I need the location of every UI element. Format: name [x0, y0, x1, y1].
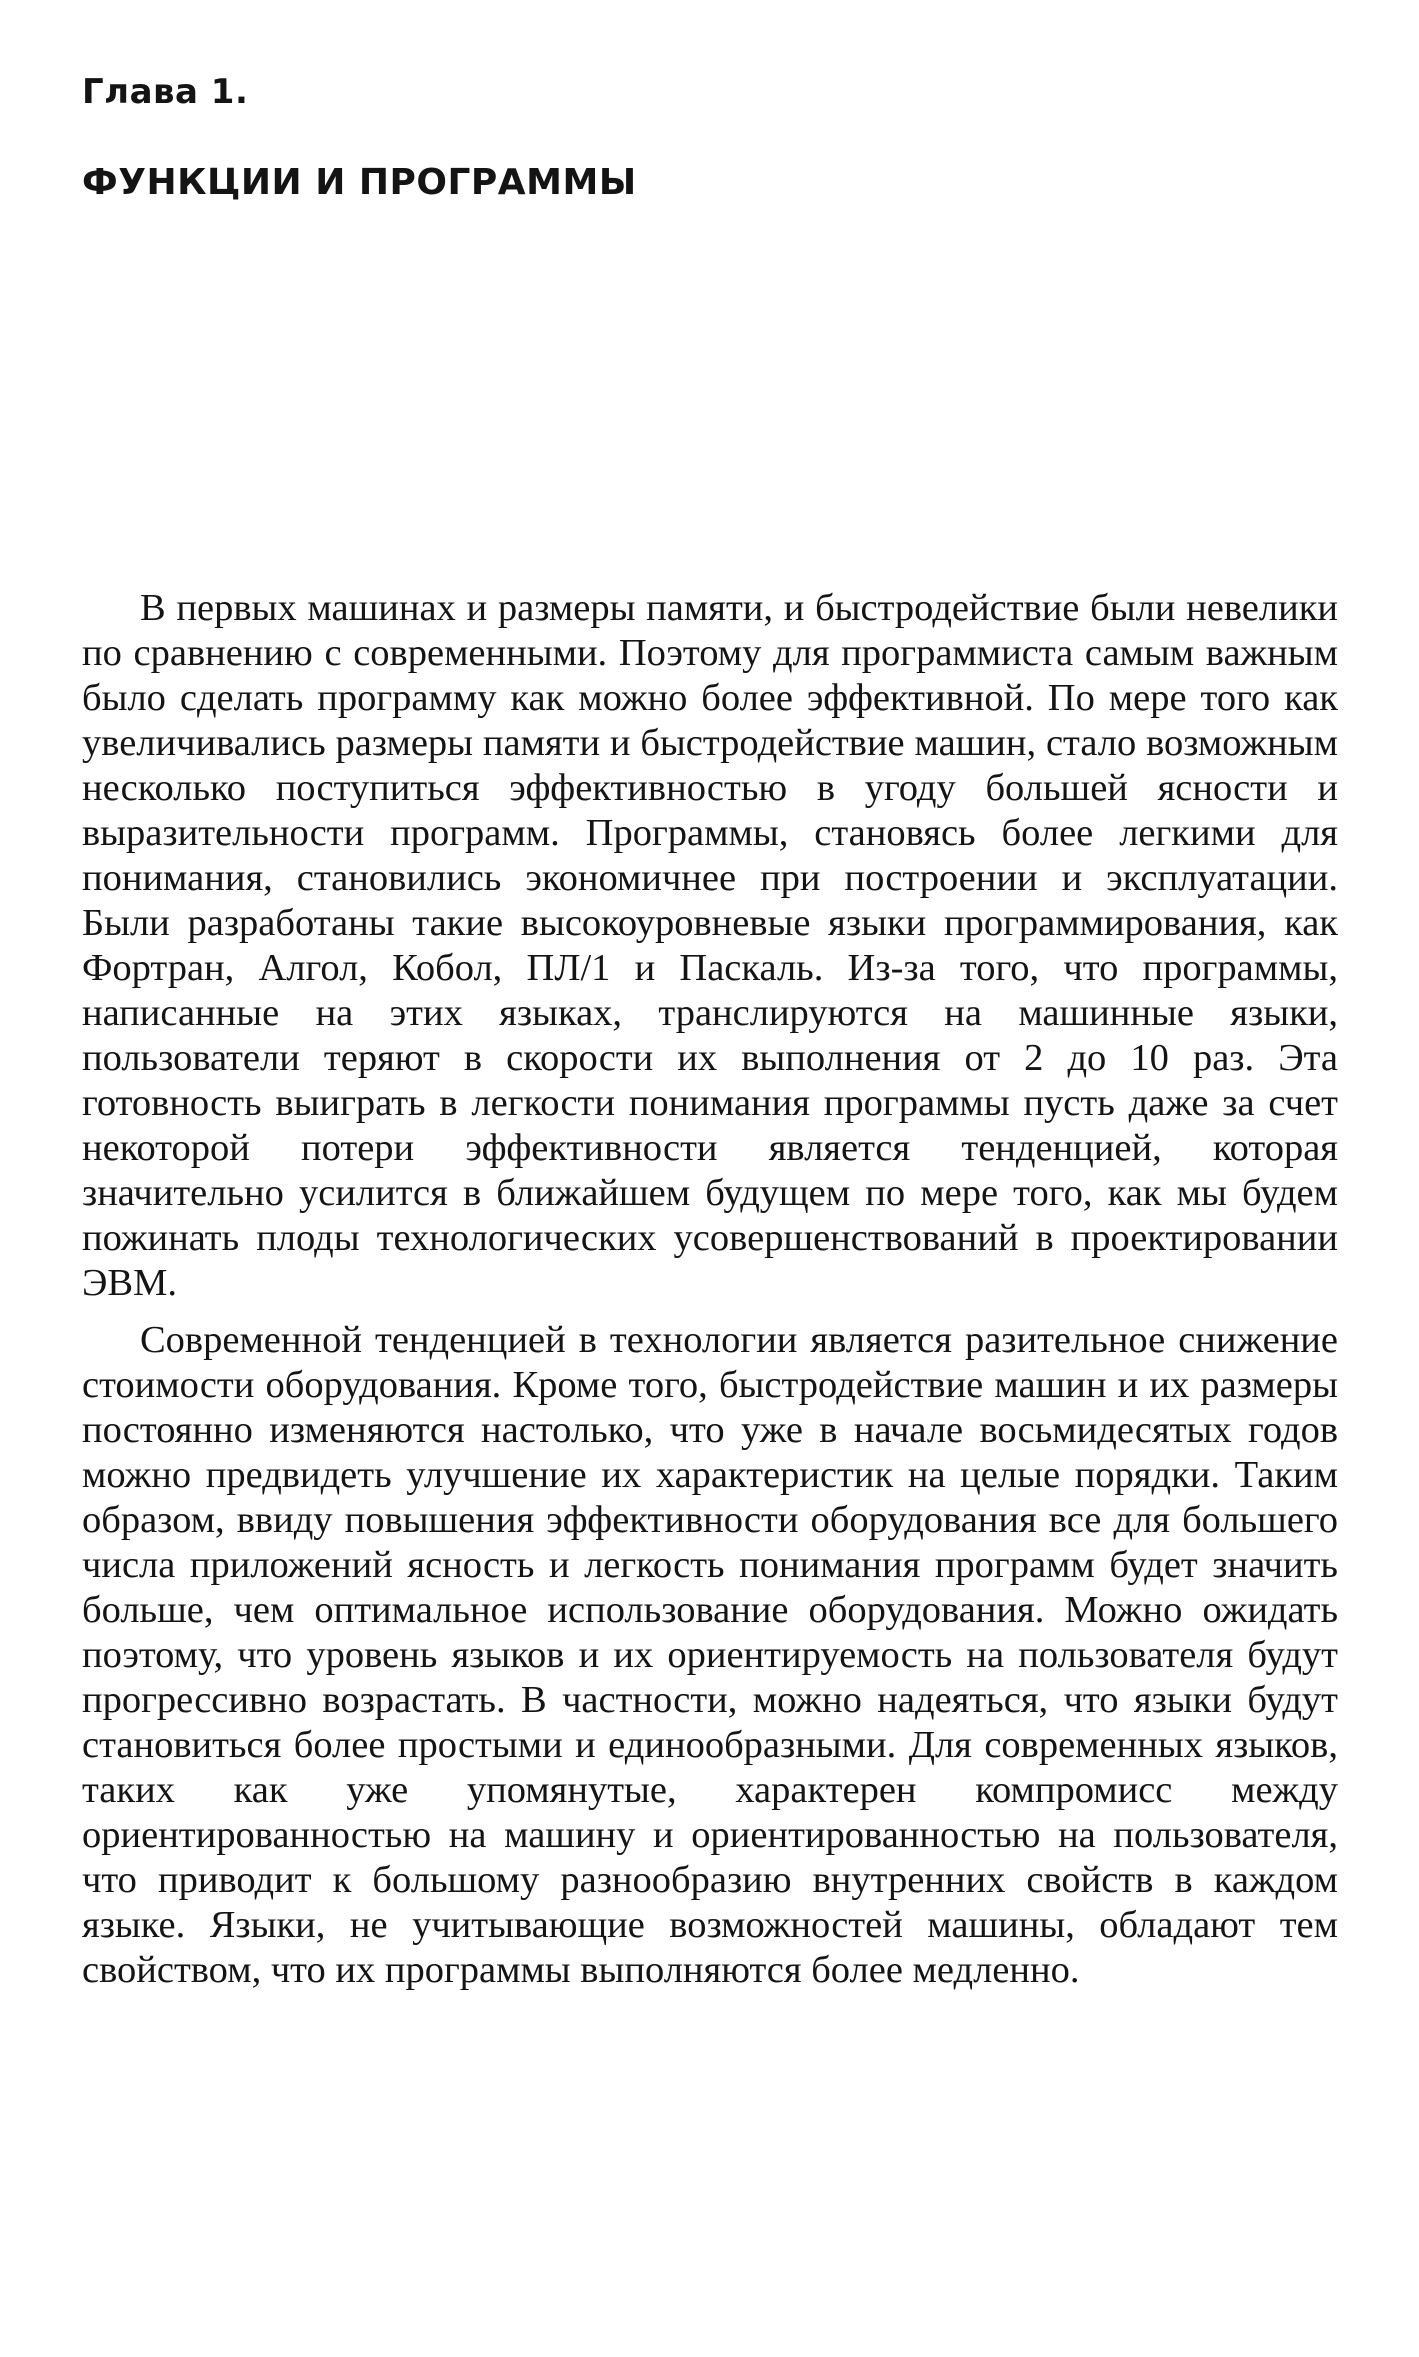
- chapter-title: ФУНКЦИИ И ПРОГРАММЫ: [82, 162, 637, 203]
- body-text: [82, 586, 1338, 1993]
- paragraph-1: В первых машинах и размеры памяти, и быстродействие были невелики по сравнению с современными. Поэтому для программиста самым важным было сделать программу как можно более эффективной. По мере того как увеличивались размеры памяти и быстродействие машин, стало возможным несколько поступиться эффективностью в угоду большей ясности и выразительности программ. Программы, становясь более легкими для понимания, становились экономичнее при построении и эксплуатации. Были разработаны такие высокоуровневые языки программирования, как Фортран, Алгол, Кобол, ПЛ/1 и Паскаль. Из-за того, что программы, написанные на этих языках, транслируются на машинные языки, пользователи теряют в скорости их выполнения от 2 до 10 раз. Эта готовность выиграть в легкости понимания программы пусть даже за счет некоторой потери эффективности является тенденцией, которая значительно усилится в ближайшем будущем по мере того, как мы будем пожинать плоды технологических усовершенствований в проектировании ЭВМ.: [82, 587, 1338, 1304]
- paragraph-2: Современной тенденцией в технологии является разительное снижение стоимости оборудования. Кроме того, быстродействие машин и их размеры постоянно изменяются настолько, что уже в начале восьмидесятых годов можно предвидеть улучшение их характеристик на целые порядки. Таким образом, ввиду повышения эффективности оборудования все для большего числа приложений ясность и легкость понимания программ будет значить больше, чем оптимальное использование оборудования. Можно ожидать поэтому, что уровень языков и их ориентируемость на пользователя будут прогрессивно возрастать. В частности, можно надеяться, что языки будут становиться более простыми и единообразными. Для современных языков, таких как уже упомянутые, характерен компромисс между ориентированностью на машину и ориентированностью на пользователя, что приводит к большому разнообразию внутренних свойств в каждом языке. Языки, не учитывающие возможностей машины, обладают тем свойством, что их программы выполняются более медленно.: [82, 1319, 1338, 1991]
- chapter-label: Глава 1.: [82, 72, 249, 112]
